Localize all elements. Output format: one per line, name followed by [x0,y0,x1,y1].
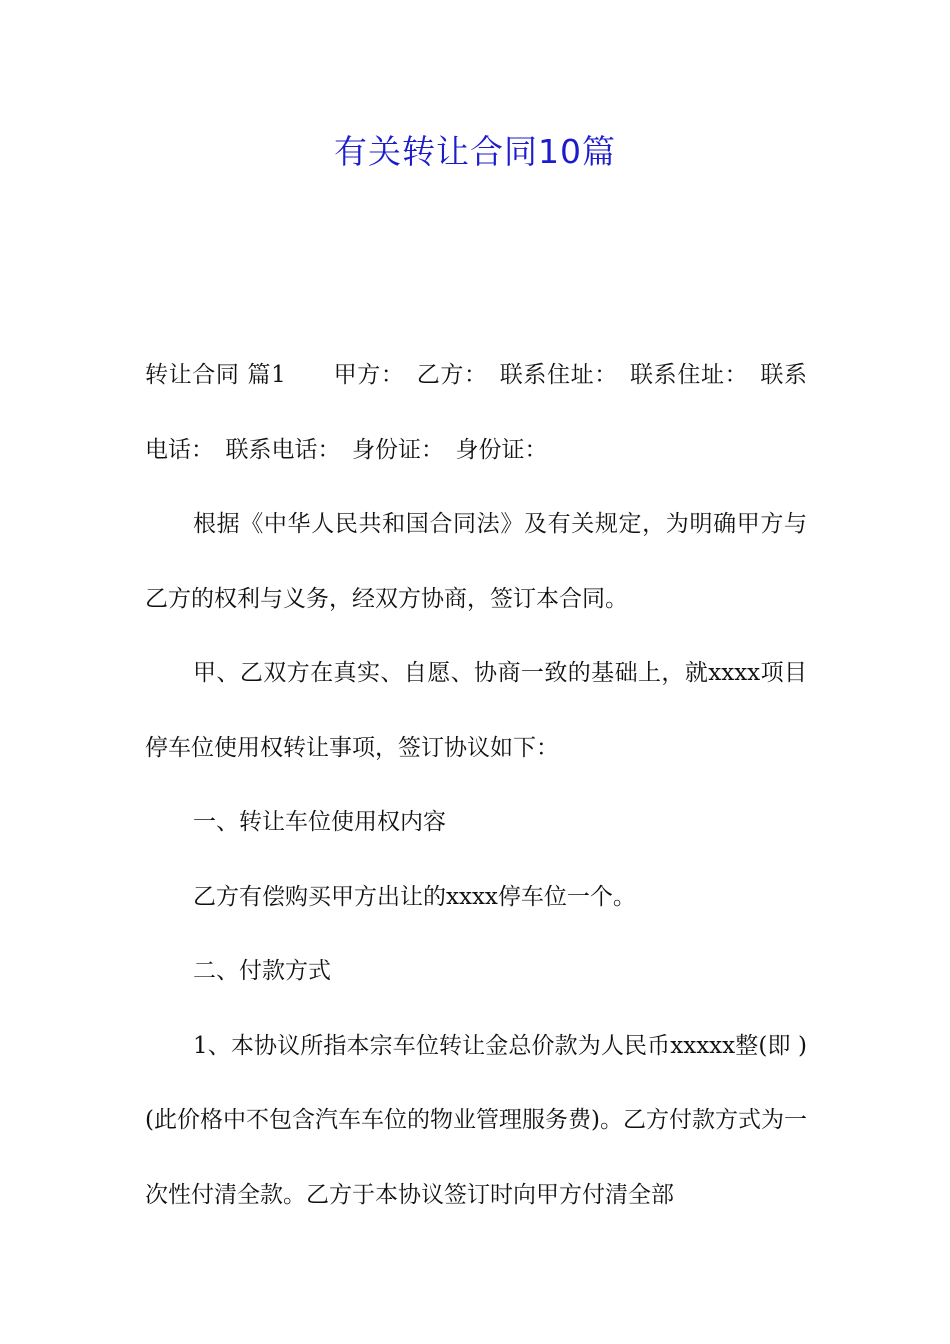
legal-basis-paragraph: 根据《中华人民共和国合同法》及有关规定，为明确甲方与乙方的权利与义务，经双方协商，签订本合同。 [145,511,807,612]
section-heading-1: 一、转让车位使用权内容 [193,809,446,835]
document-title: 有关转让合同10篇 [334,132,616,171]
section-2-item-1: 1、本协议所指本宗车位转让金总价款为人民币xxxxx整(即 )(此价格中不包含汽车车位的物业管理服务费)。乙方付款方式为一次性付清全款。乙方于本协议签订时向甲方付清全部 [145,1032,807,1208]
section-1-content: 乙方有偿购买甲方出让的xxxx停车位一个。 [193,883,636,910]
document-body [145,338,807,1232]
agreement-intro-paragraph: 甲、乙双方在真实、自愿、协商一致的基础上，就xxxx项目停车位使用权转让事项，签订协议如下： [145,660,807,761]
section-heading-2: 二、付款方式 [193,958,331,984]
party-info-paragraph: 转让合同 篇1 甲方： 乙方： 联系住址： 联系住址： 联系电话： 联系电话： 身份证： 身份证： [145,362,807,463]
